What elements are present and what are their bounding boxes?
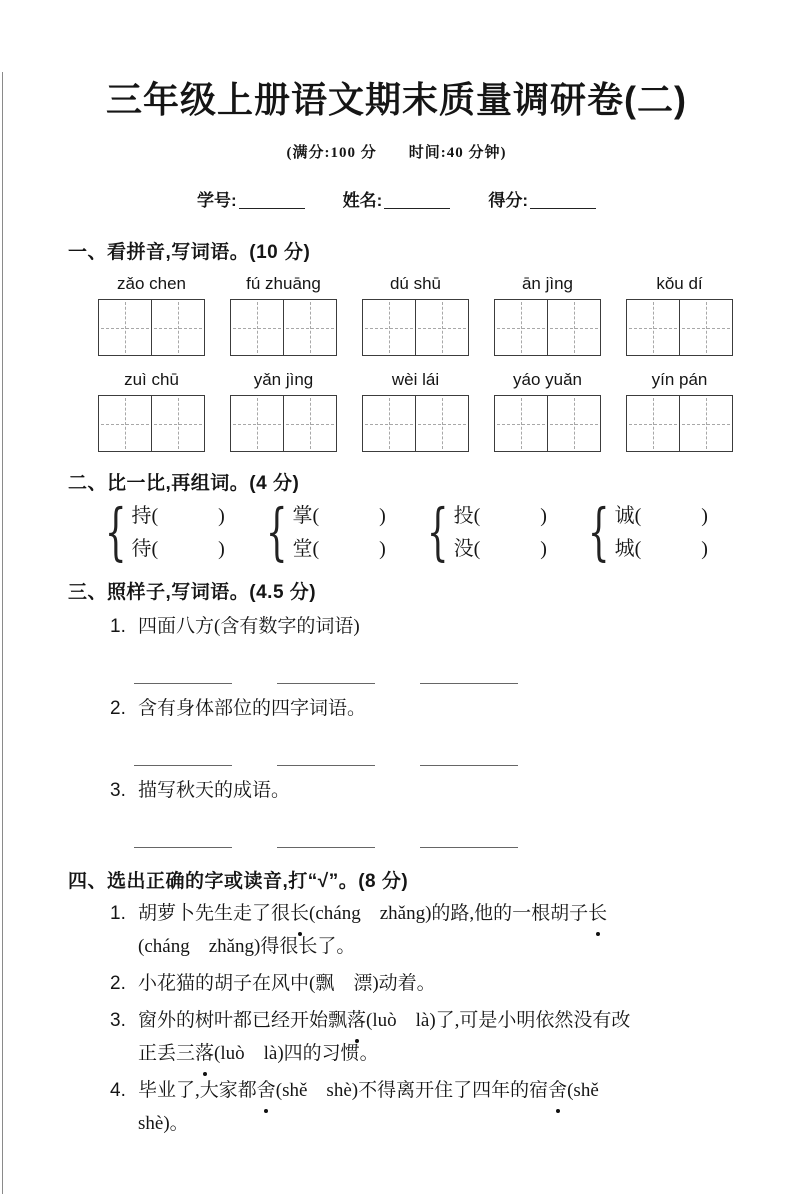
section4-title: 四、选出正确的字或读音,打“√”。(8 分) — [68, 871, 409, 892]
example-item-1 — [110, 612, 743, 642]
section2-title: 二、比一比,再组词。(4 分) — [68, 473, 300, 494]
writing-box[interactable] — [494, 395, 601, 452]
sentence-segment: 毕业了,大家都 — [138, 1080, 257, 1101]
pair-top[interactable]: 诚( ) — [614, 504, 708, 527]
pinyin-label: yáo yuǎn — [513, 370, 582, 389]
answer-blank-row — [134, 846, 743, 848]
item-text: 四面八方(含有数字的词语) — [138, 616, 360, 637]
word-pairs-row — [96, 495, 708, 568]
writing-cell[interactable] — [151, 300, 204, 355]
word-pair-group — [257, 495, 386, 568]
pair-top[interactable]: 持( ) — [131, 504, 225, 527]
writing-cell[interactable] — [679, 396, 732, 451]
sentence-segment: 胡萝卜先生走了很 — [138, 903, 291, 924]
writing-box[interactable] — [98, 299, 205, 356]
sentence-segment[interactable]: (cháng zhǎng)的路,他的一根胡子 — [309, 903, 589, 924]
item-number: 3. — [110, 780, 126, 801]
sentence-segment[interactable]: (shě — [567, 1080, 599, 1101]
pinyin-label: ān jìng — [521, 274, 574, 293]
writing-box[interactable] — [494, 299, 601, 356]
writing-cell[interactable] — [547, 396, 600, 451]
example-item-2 — [110, 694, 743, 724]
writing-cell[interactable] — [627, 396, 679, 451]
sentence-line — [138, 1107, 743, 1140]
pair-bottom[interactable]: 待( ) — [131, 537, 225, 560]
writing-box[interactable] — [230, 299, 337, 356]
sentence-segment: 正丢三 — [138, 1043, 196, 1064]
pair-bottom[interactable]: 没( ) — [453, 537, 547, 560]
sentence-line — [138, 967, 743, 1000]
emphasized-char: 落 — [195, 1037, 214, 1070]
writing-cell[interactable] — [363, 396, 415, 451]
answer-blank[interactable] — [420, 682, 518, 684]
pinyin-label: zǎo chen — [117, 274, 186, 293]
student-id-field — [197, 186, 305, 211]
sentence-line — [138, 897, 743, 930]
pair-bottom[interactable]: 堂( ) — [292, 537, 386, 560]
sentence-segment[interactable]: 小花猫的胡子在风中(飘 漂)动着。 — [138, 973, 436, 994]
writing-cell[interactable] — [547, 300, 600, 355]
word-pair-group — [96, 495, 225, 568]
writing-cell[interactable] — [627, 300, 679, 355]
answer-blank[interactable] — [420, 846, 518, 848]
item-text: 含有身体部位的四字词语。 — [138, 698, 367, 719]
student-name-label: 姓名: — [342, 191, 383, 210]
item-number: 2. — [110, 973, 126, 994]
sentence-line — [138, 1004, 743, 1037]
choice-item-4 — [110, 1074, 743, 1140]
pinyin-column — [230, 274, 337, 356]
pinyin-column — [494, 370, 601, 452]
score-blank[interactable] — [530, 207, 596, 209]
pinyin-grid-row-2 — [98, 370, 743, 452]
emphasized-char: 长 — [588, 897, 607, 930]
pinyin-column — [362, 274, 469, 356]
pinyin-column — [98, 274, 205, 356]
answer-blank-row — [134, 764, 743, 766]
sentence-line — [138, 1074, 743, 1107]
exam-meta-line: (满分:100 分 时间:40 分钟) — [286, 145, 507, 161]
pinyin-column — [626, 370, 733, 452]
score-field — [488, 186, 596, 211]
answer-blank-row — [134, 682, 743, 684]
exam-paper-page — [0, 72, 793, 1194]
student-name-blank[interactable] — [384, 207, 450, 209]
sentence-segment[interactable]: (cháng zhǎng)得很长了。 — [138, 936, 356, 957]
pair-bottom[interactable]: 城( ) — [614, 537, 708, 560]
choice-item-1 — [110, 897, 743, 963]
answer-blank[interactable] — [134, 682, 232, 684]
choice-item-3 — [110, 1004, 743, 1070]
writing-box[interactable] — [98, 395, 205, 452]
pair-top[interactable]: 投( ) — [453, 504, 547, 527]
writing-box[interactable] — [626, 395, 733, 452]
student-id-blank[interactable] — [239, 207, 305, 209]
item-number: 4. — [110, 1080, 126, 1101]
left-brace-glyph: { — [265, 495, 288, 568]
item-number: 2. — [110, 698, 126, 719]
pinyin-label: yín pán — [651, 370, 708, 389]
pinyin-label: kǒu dí — [656, 274, 703, 293]
section3-title: 三、照样子,写词语。(4.5 分) — [68, 582, 317, 603]
writing-cell[interactable] — [283, 396, 336, 451]
writing-box[interactable] — [362, 395, 469, 452]
emphasized-char: 长 — [290, 897, 309, 930]
writing-cell[interactable] — [99, 300, 151, 355]
writing-box[interactable] — [230, 395, 337, 452]
writing-cell[interactable] — [415, 300, 468, 355]
answer-blank[interactable] — [134, 764, 232, 766]
emphasized-char: 落 — [347, 1004, 366, 1037]
score-label: 得分: — [488, 191, 528, 210]
word-pair-group — [418, 495, 547, 568]
sentence-line — [138, 930, 743, 963]
item-text: 描写秋天的成语。 — [138, 780, 291, 801]
student-name-field — [343, 186, 451, 211]
item-number: 1. — [110, 903, 126, 924]
writing-cell[interactable] — [495, 396, 547, 451]
emphasized-char: 舍 — [257, 1074, 276, 1107]
choice-item-2 — [110, 967, 743, 1000]
answer-blank[interactable] — [134, 846, 232, 848]
example-item-3 — [110, 776, 743, 806]
pinyin-column — [494, 274, 601, 356]
scan-edge-line — [2, 72, 3, 1194]
sentence-segment[interactable]: (luò là)四的习惯。 — [214, 1043, 379, 1064]
pinyin-label: wèi lái — [391, 370, 440, 389]
answer-blank[interactable] — [277, 846, 375, 848]
pinyin-label: zuì chū — [124, 370, 179, 389]
pinyin-column — [362, 370, 469, 452]
exam-body — [0, 237, 793, 1140]
pinyin-column — [98, 370, 205, 452]
emphasized-char: 舍 — [548, 1074, 567, 1107]
item-number: 1. — [110, 616, 126, 637]
pinyin-label: fú zhuāng — [246, 274, 321, 293]
pinyin-label: yǎn jìng — [253, 370, 314, 389]
sentence-segment[interactable]: (luò là)了,可是小明依然没有改 — [366, 1010, 631, 1031]
writing-cell[interactable] — [231, 300, 283, 355]
pinyin-grid-row-1 — [98, 274, 743, 356]
pair-top[interactable]: 掌( ) — [292, 504, 386, 527]
writing-cell[interactable] — [679, 300, 732, 355]
answer-blank[interactable] — [277, 682, 375, 684]
left-brace-glyph: { — [104, 495, 127, 568]
writing-cell[interactable] — [363, 300, 415, 355]
left-brace-glyph: { — [588, 495, 610, 568]
pinyin-column — [230, 370, 337, 452]
sentence-segment: 窗外的树叶都已经开始飘 — [138, 1010, 348, 1031]
page-title: 三年级上册语文期末质量调研卷(二) — [106, 79, 687, 120]
writing-cell[interactable] — [151, 396, 204, 451]
writing-box[interactable] — [626, 299, 733, 356]
writing-box[interactable] — [362, 299, 469, 356]
sentence-segment[interactable]: shè)。 — [138, 1113, 189, 1134]
pinyin-label: dú shū — [389, 274, 442, 293]
writing-cell[interactable] — [283, 300, 336, 355]
pinyin-column — [626, 274, 733, 356]
student-info-row — [0, 186, 793, 211]
answer-blank[interactable] — [420, 764, 518, 766]
item-number: 3. — [110, 1010, 126, 1031]
sentence-line — [138, 1037, 743, 1070]
section1-title: 一、看拼音,写词语。(10 分) — [68, 242, 311, 263]
writing-cell[interactable] — [495, 300, 547, 355]
writing-cell[interactable] — [415, 396, 468, 451]
word-pair-group — [579, 495, 708, 568]
writing-cell[interactable] — [99, 396, 151, 451]
answer-blank[interactable] — [277, 764, 375, 766]
sentence-segment[interactable]: (shě shè)不得离开住了四年的宿 — [275, 1080, 549, 1101]
left-brace-glyph: { — [427, 495, 449, 568]
writing-cell[interactable] — [231, 396, 283, 451]
student-id-label: 学号: — [196, 191, 237, 210]
